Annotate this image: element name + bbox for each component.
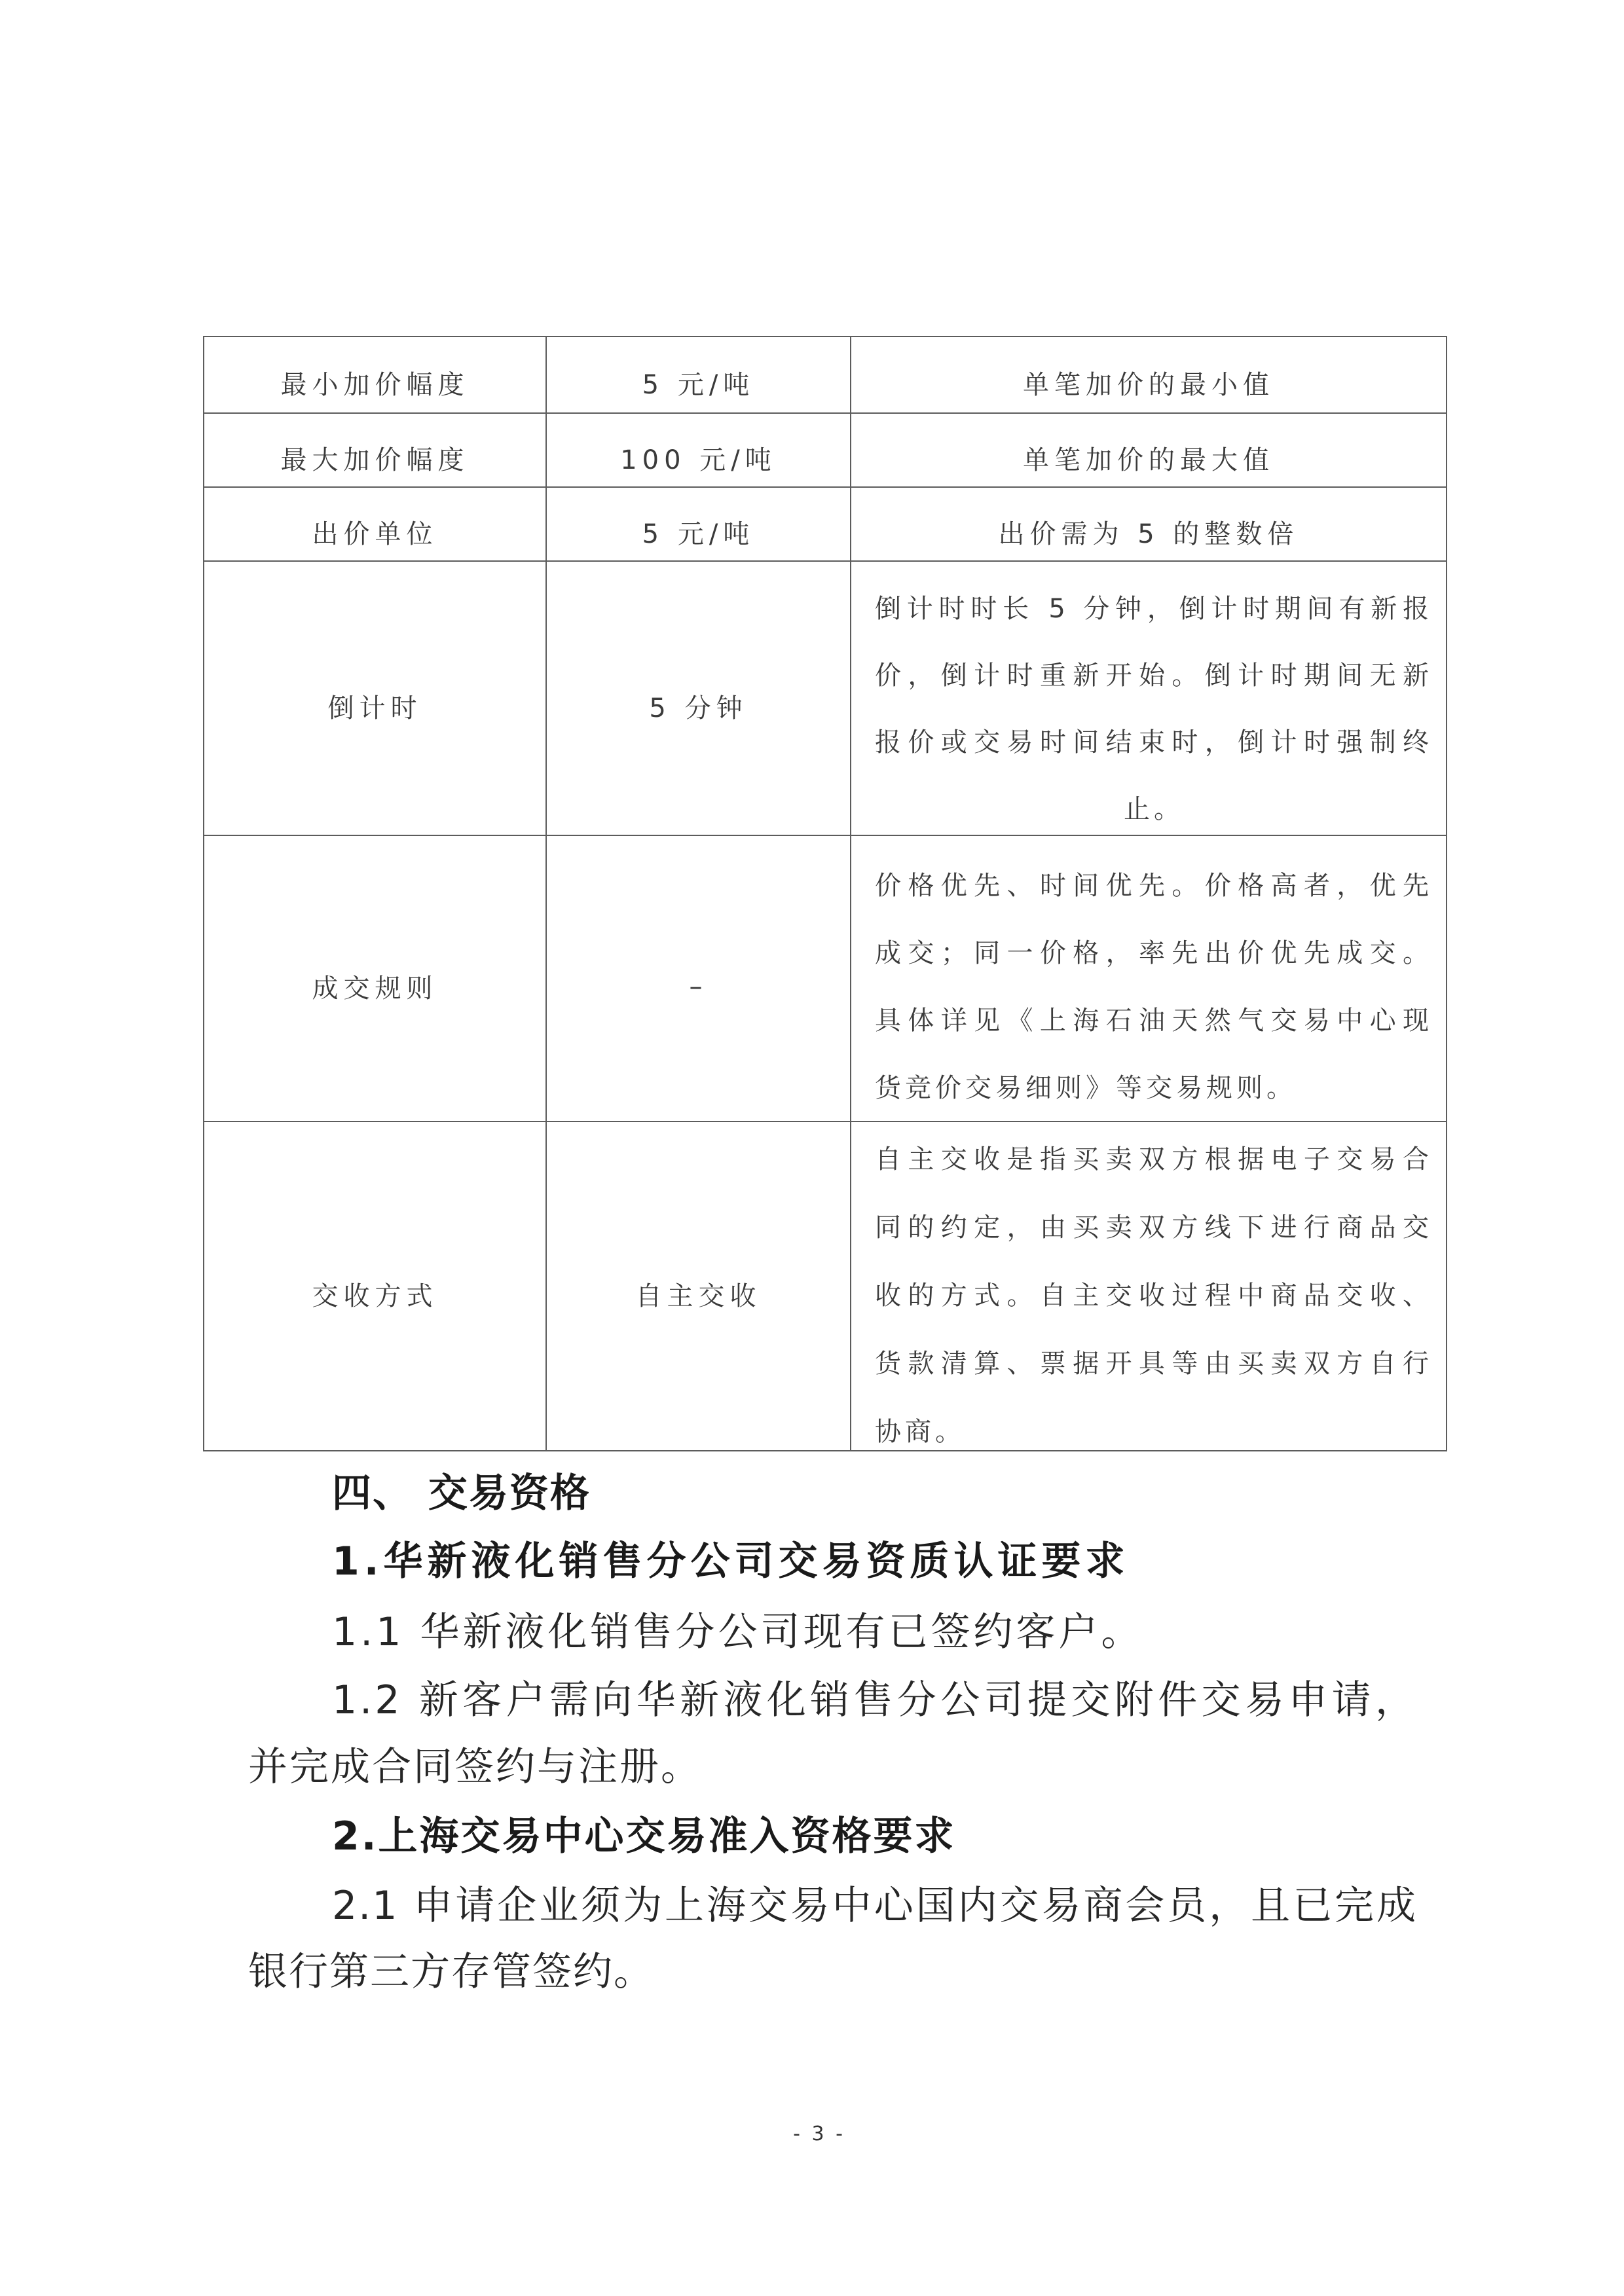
description-line: 货竞价交易细则》等交易规则。: [875, 1073, 1297, 1103]
description-line: 协商。: [875, 1417, 965, 1447]
table-cell-description: 单笔加价的最大值: [851, 414, 1447, 488]
description-line: 价，倒计时重新开始。倒计时期间无新: [875, 661, 1433, 691]
table-cell-label: 出价单位: [204, 488, 547, 562]
subsection-heading: 2.上海交易中心交易准入资格要求: [332, 1813, 956, 1859]
table-cell-label: 最大加价幅度: [204, 414, 547, 488]
subsection-heading: 1.华新液化销售分公司交易资质认证要求: [332, 1539, 1130, 1584]
description-line: 成交；同一价格，率先出价优先成交。: [875, 938, 1433, 968]
table-cell-description: [851, 562, 1447, 836]
table-cell-description: 单笔加价的最小值: [851, 337, 1447, 414]
table-cell-description: [851, 1122, 1447, 1451]
description-line: 货款清算、票据开具等由买卖双方自行: [875, 1349, 1433, 1379]
description-line: 自主交收是指买卖双方根据电子交易合: [875, 1144, 1433, 1175]
description-line: 同的约定，由买卖双方线下进行商品交: [875, 1212, 1433, 1243]
trading-parameters-table: [203, 336, 1447, 1451]
table-cell-description: 出价需为 5 的整数倍: [851, 488, 1447, 562]
page-number: - 3 -: [793, 2123, 845, 2145]
paragraph-line: 1.1 华新液化销售分公司现有已签约客户。: [332, 1609, 1144, 1655]
table-cell-label: 倒计时: [204, 562, 547, 836]
description-line: 报价或交易时间结束时，倒计时强制终: [875, 727, 1433, 757]
table-cell-label: 成交规则: [204, 836, 547, 1122]
table-cell-value: 5 元/吨: [547, 488, 851, 562]
table-cell-value: 5 元/吨: [547, 337, 851, 414]
section-heading: 四、 交易资格: [332, 1470, 591, 1516]
table-cell-label: 最小加价幅度: [204, 337, 547, 414]
table-cell-value: 5 分钟: [547, 562, 851, 836]
description-line: 价格优先、时间优先。价格高者，优先: [875, 871, 1433, 901]
paragraph-line: 并完成合同签约与注册。: [248, 1744, 702, 1790]
table-cell-value: 自主交收: [547, 1122, 851, 1451]
paragraph-line: 2.1 申请企业须为上海交易中心国内交易商会员，且已完成: [332, 1883, 1417, 1929]
description-line: 收的方式。自主交收过程中商品交收、: [875, 1281, 1433, 1311]
table-cell-label: 交收方式: [204, 1122, 547, 1451]
table-cell-value: –: [547, 836, 851, 1122]
table-cell-description: [851, 836, 1447, 1122]
paragraph-line: 1.2 新客户需向华新液化销售分公司提交附件交易申请，: [332, 1677, 1417, 1723]
description-line: 具体详见《上海石油天然气交易中心现: [875, 1006, 1433, 1036]
description-line: 止。: [1124, 794, 1184, 824]
table-cell-value: 100 元/吨: [547, 414, 851, 488]
paragraph-line: 银行第三方存管签约。: [248, 1949, 654, 1995]
description-line: 倒计时时长 5 分钟，倒计时期间有新报: [875, 594, 1433, 624]
